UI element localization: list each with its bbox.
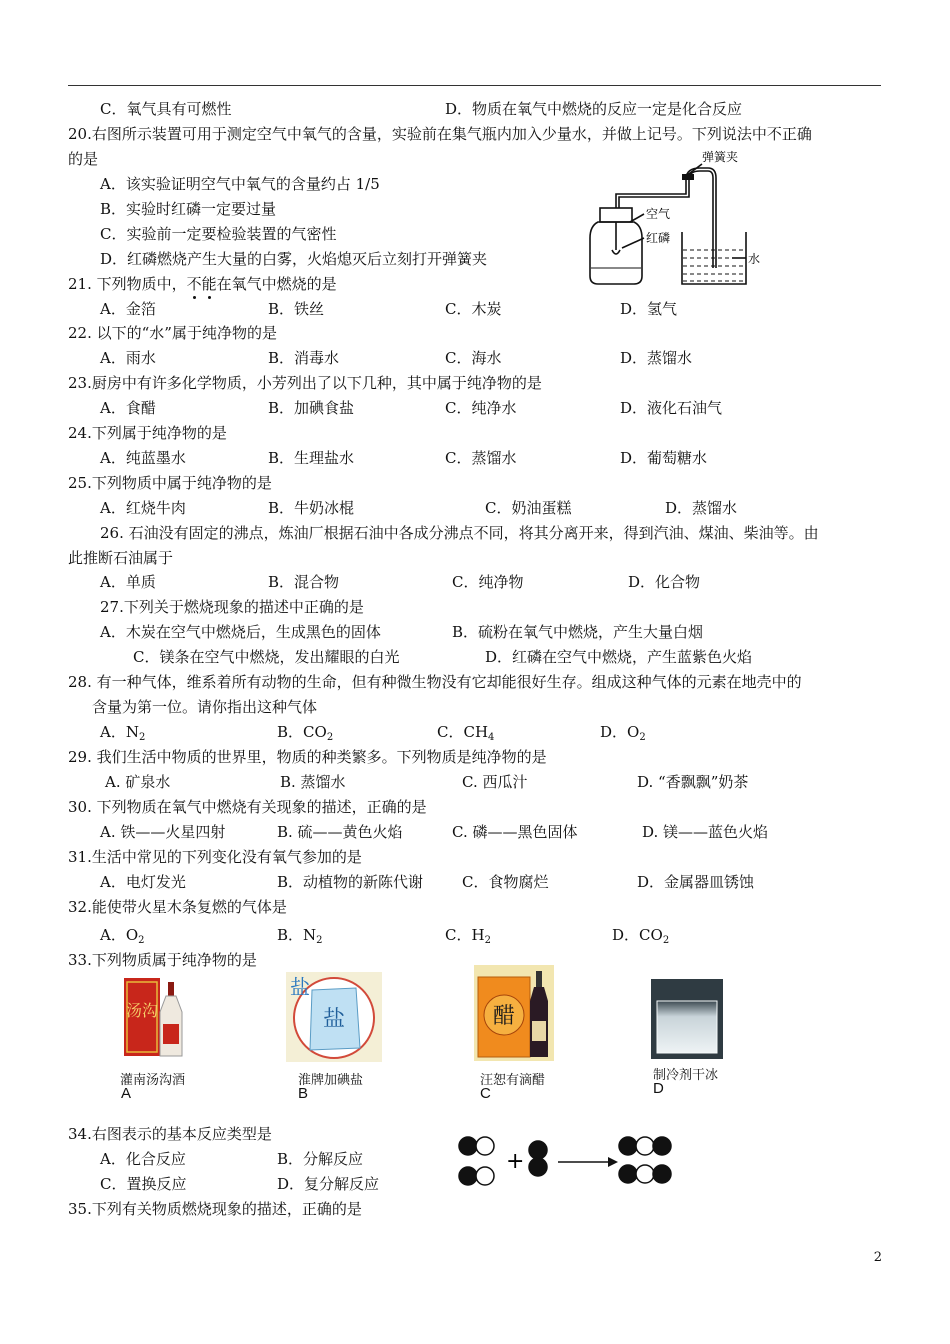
label-clamp: 弹簧夹 xyxy=(702,150,739,164)
text-line: B．消毒水 xyxy=(268,349,340,367)
q32-option-a-sub: 2 xyxy=(138,935,145,946)
liquor-label: 汤沟 xyxy=(125,1001,159,1020)
label-air: 空气 xyxy=(646,207,671,221)
text-line: A. 铁——火星四射 xyxy=(100,823,226,841)
text-line: 32.能使带火星木条复燃的气体是 xyxy=(68,898,287,916)
text-line: 30. 下列物质在氧气中燃烧有关现象的描述，正确的是 xyxy=(68,798,427,816)
text-line: D．蒸馏水 xyxy=(620,349,693,367)
product-vinegar-image xyxy=(474,965,554,1061)
text-line: D．氢气 xyxy=(620,300,678,318)
q21-prefix: 21. 下列物质中， xyxy=(68,275,187,293)
caption-a: 灌南汤沟酒 xyxy=(120,1073,186,1088)
product-dry-ice-image xyxy=(651,979,723,1059)
text-line: B．加碘食盐 xyxy=(268,399,355,417)
text-line: 27.下列关于燃烧现象的描述中正确的是 xyxy=(100,598,364,616)
text-line: 33.下列物质属于纯净物的是 xyxy=(68,951,257,969)
q21-emph-1: 不 xyxy=(186,275,202,293)
text-line: A．金箔 xyxy=(100,300,156,318)
text-line: B．生理盐水 xyxy=(268,449,355,467)
top-rule xyxy=(68,85,881,86)
text-line: D．化合物 xyxy=(628,573,701,591)
text-line: C．蒸馏水 xyxy=(445,449,517,467)
text-line: 35.下列有关物质燃烧现象的描述，正确的是 xyxy=(68,1200,362,1218)
q28-option-a-text: A．N xyxy=(100,723,139,741)
text-line: C．海水 xyxy=(445,349,502,367)
text-line: D．复分解反应 xyxy=(277,1175,380,1193)
text-line: 24.下列属于纯净物的是 xyxy=(68,424,227,442)
q32-option-d-text: D．CO xyxy=(612,926,663,944)
q28-option-d xyxy=(600,723,646,747)
text-line: D．物质在氧气中燃烧的反应一定是化合反应 xyxy=(445,100,743,118)
caption-d: 制冷剂干冰 xyxy=(653,1068,719,1083)
text-line: A．食醋 xyxy=(100,399,156,417)
q32-option-c-sub: 2 xyxy=(484,935,491,946)
text-line: 的是 xyxy=(68,150,99,168)
text-line: A．雨水 xyxy=(100,349,156,367)
q32-option-d-sub: 2 xyxy=(662,935,670,946)
text-line: 25.下列物质中属于纯净物的是 xyxy=(68,474,272,492)
text-line: 22. 以下的“水”属于纯净物的是 xyxy=(68,324,277,342)
q21-suffix: 在氧气中燃烧的是 xyxy=(216,275,337,293)
q32-option-a-text: A．O xyxy=(100,926,139,944)
text-line: A．该实验证明空气中氧气的含量约占 1/5 xyxy=(100,175,380,193)
text-line: D．葡萄糖水 xyxy=(620,449,708,467)
text-line: A．木炭在空气中燃烧后，生成黑色的固体 xyxy=(100,623,381,641)
text-line: D．红磷在空气中燃烧，产生蓝紫色火焰 xyxy=(485,648,753,666)
q32-option-a xyxy=(100,926,145,950)
salt-label: 盐 xyxy=(322,1007,346,1032)
clamp-icon xyxy=(682,174,694,180)
letter-d: D xyxy=(653,1080,664,1097)
q32-option-d xyxy=(612,926,669,950)
q28-option-c-text: C．CH xyxy=(437,723,489,741)
product-salt-image xyxy=(286,972,382,1062)
text-line: D. “香飘飘”奶茶 xyxy=(637,773,749,791)
text-line: B．硫粉在氧气中燃烧，产生大量白烟 xyxy=(452,623,704,641)
text-line: C．实验前一定要检验装置的气密性 xyxy=(100,225,337,243)
text-line: A. 矿泉水 xyxy=(105,773,171,791)
text-line: B．动植物的新陈代谢 xyxy=(277,873,424,891)
text-line: B．实验时红磷一定要过量 xyxy=(100,200,277,218)
question-21 xyxy=(68,275,337,293)
vinegar-label: 醋 xyxy=(492,1004,516,1029)
text-line: 34.右图表示的基本反应类型是 xyxy=(68,1125,272,1143)
q28-option-c xyxy=(437,723,494,747)
text-line: C．氧气具有可燃性 xyxy=(100,100,232,118)
q28-option-a xyxy=(100,723,145,747)
text-line: C. 磷——黑色固体 xyxy=(452,823,578,841)
text-line: D．蒸馏水 xyxy=(665,499,738,517)
label-water: 水 xyxy=(748,252,761,266)
text-line: B. 蒸馏水 xyxy=(280,773,346,791)
letter-c: C xyxy=(480,1085,491,1102)
salt-corner-label: 盐 xyxy=(290,975,310,999)
text-line: B．牛奶冰棍 xyxy=(268,499,355,517)
text-line: 29. 我们生活中物质的世界里，物质的种类繁多。下列物质是纯净物的是 xyxy=(68,748,547,766)
q28-option-d-sub: 2 xyxy=(639,732,646,743)
text-line: A．单质 xyxy=(100,573,156,591)
caption-c: 汪恕有滴醋 xyxy=(480,1073,546,1088)
q28-option-d-text: D．O xyxy=(600,723,640,741)
q32-option-c xyxy=(445,926,491,950)
text-line: C. 西瓜汁 xyxy=(462,773,528,791)
page-number: 2 xyxy=(873,1250,882,1265)
text-line: A．红烧牛肉 xyxy=(100,499,186,517)
q28-option-b xyxy=(277,723,333,747)
text-line: C．置换反应 xyxy=(100,1175,187,1193)
text-line: D. 镁——蓝色火焰 xyxy=(642,823,769,841)
text-line: D．红磷燃烧产生大量的白雾，火焰熄灭后立刻打开弹簧夹 xyxy=(100,250,488,268)
text-line: B．分解反应 xyxy=(277,1150,364,1168)
text-line: A．电灯发光 xyxy=(100,873,186,891)
q32-option-c-text: C．H xyxy=(445,926,485,944)
text-line: 28. 有一种气体，维系着所有动物的生命，但有种微生物没有它却能很好生存。组成这种气体的元素在地壳中的 xyxy=(68,673,802,691)
label-phosphorus: 红磷 xyxy=(646,231,671,245)
text-line: C．纯净物 xyxy=(452,573,524,591)
letter-b: B xyxy=(298,1085,309,1102)
caption-b: 淮牌加碘盐 xyxy=(298,1073,364,1088)
q32-option-b-sub: 2 xyxy=(316,935,323,946)
q28-option-b-text: B．CO xyxy=(277,723,327,741)
text-line: D．金属器皿锈蚀 xyxy=(637,873,755,891)
text-line: A．化合反应 xyxy=(100,1150,186,1168)
text-line: 含量为第一位。请你指出这种气体 xyxy=(92,698,318,716)
text-line: D．液化石油气 xyxy=(620,399,723,417)
text-line: 31.生活中常见的下列变化没有氧气参加的是 xyxy=(68,848,362,866)
text-line: 26. 石油没有固定的沸点，炼油厂根据石油中各成分沸点不同，将其分离开来，得到汽油、煤油、柴油等。由 xyxy=(100,524,819,542)
text-line: B. 硫——黄色火焰 xyxy=(277,823,403,841)
reaction-diagram xyxy=(452,1132,682,1194)
q28-option-c-sub: 4 xyxy=(488,732,495,743)
text-line: B．铁丝 xyxy=(268,300,325,318)
q21-emph-2: 能 xyxy=(201,275,217,293)
q28-option-a-sub: 2 xyxy=(138,732,146,743)
text-line: C．食物腐烂 xyxy=(462,873,549,891)
oxygen-apparatus-figure xyxy=(582,150,772,290)
q28-option-b-sub: 2 xyxy=(326,732,334,743)
text-line: C．木炭 xyxy=(445,300,502,318)
arrow-icon xyxy=(608,1157,618,1167)
text-line: 23.厨房中有许多化学物质，小芳列出了以下几种，其中属于纯净物的是 xyxy=(68,374,542,392)
text-line: 20.右图所示装置可用于测定空气中氧气的含量，实验前在集气瓶内加入少量水，并做上记号。下列说法中不正确 xyxy=(68,125,812,143)
plus-sign: + xyxy=(506,1149,525,1174)
text-line: C．镁条在空气中燃烧，发出耀眼的白光 xyxy=(133,648,400,666)
text-line: 此推断石油属于 xyxy=(68,549,174,567)
text-line: B．混合物 xyxy=(268,573,340,591)
text-line: C．纯净水 xyxy=(445,399,517,417)
text-line: A．纯蓝墨水 xyxy=(100,449,186,467)
letter-a: A xyxy=(121,1085,132,1102)
q32-option-b-text: B．N xyxy=(277,926,317,944)
product-liquor-image xyxy=(120,972,186,1060)
text-line: C．奶油蛋糕 xyxy=(485,499,572,517)
q32-option-b xyxy=(277,926,323,950)
